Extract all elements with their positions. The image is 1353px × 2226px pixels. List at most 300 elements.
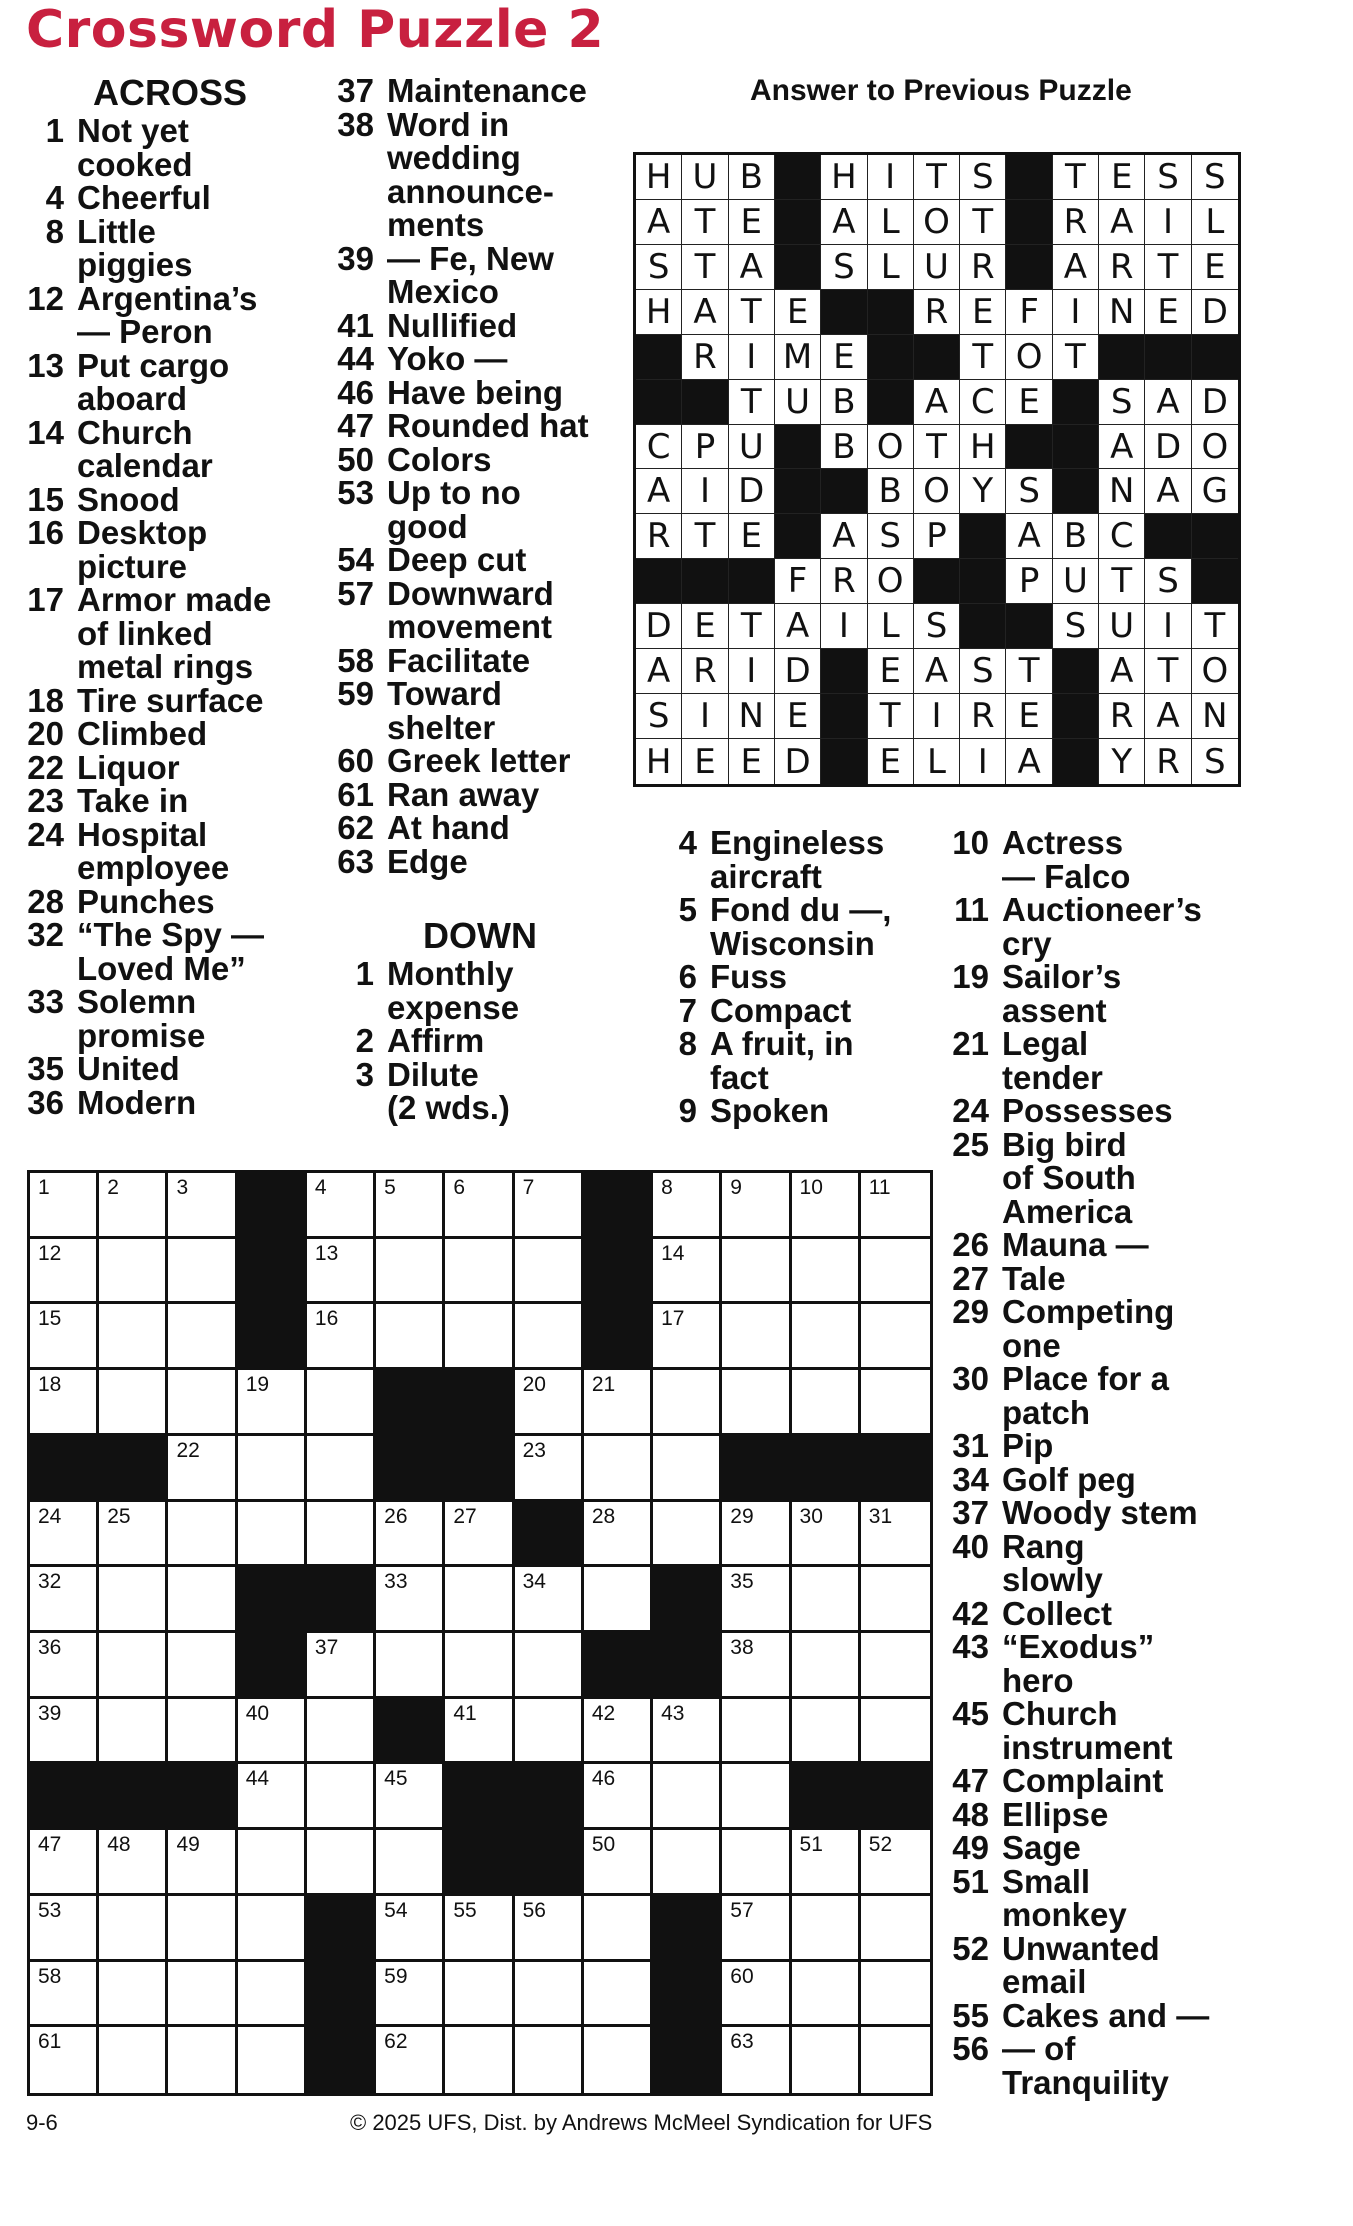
grid-cell[interactable] <box>861 1567 930 1633</box>
answer-cell: A <box>636 649 682 694</box>
grid-cell[interactable] <box>168 1633 237 1699</box>
grid-cell[interactable] <box>99 2027 168 2093</box>
grid-cell[interactable] <box>445 1239 514 1305</box>
answer-cell: A <box>775 604 821 649</box>
clue-text: Cakes and — <box>1002 1996 1210 2034</box>
grid-cell[interactable] <box>307 1764 376 1830</box>
grid-cell[interactable] <box>99 1633 168 1699</box>
grid-cell[interactable] <box>30 1699 99 1765</box>
grid-cell[interactable] <box>584 2027 653 2093</box>
across-clue <box>20 918 320 985</box>
grid-cell[interactable] <box>653 1370 722 1436</box>
grid-cell[interactable] <box>445 1699 514 1765</box>
cell-number: 22 <box>176 1438 200 1462</box>
cell-number: 43 <box>661 1701 685 1725</box>
grid-cell[interactable] <box>722 1699 791 1765</box>
grid-cell[interactable] <box>792 2027 861 2093</box>
answer-cell: O <box>914 200 960 245</box>
grid-cell[interactable] <box>307 1239 376 1305</box>
clue-number: 47 <box>952 1762 989 1799</box>
clue-text: Affirm <box>387 1022 485 1059</box>
black-square <box>307 1567 376 1633</box>
grid-cell[interactable] <box>584 1830 653 1896</box>
grid-cell[interactable] <box>722 1173 791 1239</box>
grid-cell[interactable] <box>168 1896 237 1962</box>
clue-number: 2 <box>355 1022 374 1059</box>
grid-cell[interactable] <box>99 1304 168 1370</box>
grid-cell[interactable] <box>168 1370 237 1436</box>
grid-cell[interactable] <box>168 1699 237 1765</box>
grid-cell[interactable] <box>238 1370 307 1436</box>
grid-cell[interactable] <box>238 2027 307 2093</box>
answer-cell: T <box>1192 604 1238 649</box>
clue-text: Solemn promise <box>77 983 206 1054</box>
answer-cell: I <box>1053 290 1099 335</box>
cell-number: 38 <box>730 1636 754 1659</box>
grid-cell[interactable] <box>307 1502 376 1568</box>
across-clue <box>330 842 589 880</box>
grid-cell[interactable] <box>168 1304 237 1370</box>
cell-number: 40 <box>245 1701 270 1725</box>
clue-text: Fond du —, Wisconsin <box>710 891 892 962</box>
answer-cell: O <box>914 469 960 514</box>
grid-cell[interactable] <box>238 1436 307 1502</box>
grid-cell[interactable] <box>792 1502 861 1568</box>
down-clue <box>945 1697 1209 1764</box>
down-clue <box>653 960 891 994</box>
grid-cell[interactable] <box>515 2027 584 2093</box>
across-clues-column-2 <box>330 74 589 878</box>
grid-cell[interactable] <box>722 1502 791 1568</box>
grid-cell[interactable] <box>584 1699 653 1765</box>
answer-cell: M <box>775 335 821 380</box>
answer-cell: S <box>868 514 914 559</box>
clue-text: Mauna — <box>1002 1226 1149 1263</box>
answer-black-cell <box>1192 559 1238 604</box>
answer-cell: A <box>1099 649 1145 694</box>
grid-cell[interactable] <box>584 1370 653 1436</box>
grid-cell[interactable] <box>861 1633 930 1699</box>
black-square <box>238 1304 307 1370</box>
down-clue <box>945 1228 1209 1262</box>
grid-cell[interactable] <box>376 1633 445 1699</box>
grid-cell[interactable] <box>99 1830 168 1896</box>
cell-number: 49 <box>176 1833 200 1857</box>
clue-number: 19 <box>952 958 989 995</box>
grid-cell[interactable] <box>99 1173 168 1239</box>
answer-cell: R <box>1145 739 1191 784</box>
answer-cell: I <box>821 604 867 649</box>
cell-number: 44 <box>245 1767 270 1791</box>
down-clue <box>945 1929 1209 2000</box>
grid-cell[interactable] <box>99 1699 168 1765</box>
cell-number: 2 <box>107 1176 119 1199</box>
grid-cell[interactable] <box>445 1567 514 1633</box>
grid-cell[interactable] <box>515 1962 584 2028</box>
down-clue <box>945 1362 1209 1429</box>
answer-cell: T <box>682 200 728 245</box>
grid-cell[interactable] <box>653 1764 722 1830</box>
grid-cell[interactable] <box>376 1567 445 1633</box>
grid-cell[interactable] <box>30 1239 99 1305</box>
answer-cell: R <box>1099 694 1145 739</box>
grid-cell[interactable] <box>792 1173 861 1239</box>
grid-cell[interactable] <box>722 1239 791 1305</box>
grid-cell[interactable] <box>515 1896 584 1962</box>
answer-cell: E <box>682 739 728 784</box>
grid-cell[interactable] <box>30 1502 99 1568</box>
grid-cell[interactable] <box>861 1173 930 1239</box>
cell-number: 52 <box>868 1833 893 1857</box>
cell-number: 57 <box>730 1898 754 1922</box>
clue-number: 38 <box>337 105 374 143</box>
grid-cell[interactable] <box>168 1830 237 1896</box>
grid-cell[interactable] <box>861 1830 930 1896</box>
grid-cell[interactable] <box>445 1502 514 1568</box>
grid-cell[interactable] <box>376 1304 445 1370</box>
answer-black-cell <box>636 559 682 604</box>
clue-text: Complaint <box>1002 1762 1164 1799</box>
down-clue <box>945 1831 1209 1865</box>
grid-cell[interactable] <box>861 1239 930 1305</box>
grid-cell[interactable] <box>722 1764 791 1830</box>
answer-cell: A <box>821 200 867 245</box>
grid-cell[interactable] <box>515 1304 584 1370</box>
grid-cell[interactable] <box>168 1567 237 1633</box>
grid-cell[interactable] <box>238 1699 307 1765</box>
clue-text: Sailor’s assent <box>1002 958 1122 1029</box>
answer-cell: T <box>729 380 775 425</box>
grid-cell[interactable] <box>376 1239 445 1305</box>
grid-cell[interactable] <box>307 1304 376 1370</box>
grid-cell[interactable] <box>584 1764 653 1830</box>
cell-number: 30 <box>799 1504 823 1528</box>
answer-cell: R <box>821 559 867 604</box>
clue-number: 46 <box>337 373 374 411</box>
cell-number: 8 <box>661 1176 673 1199</box>
clue-text: Woody stem <box>1002 1494 1198 1531</box>
grid-cell[interactable] <box>515 1370 584 1436</box>
grid-cell[interactable] <box>792 1699 861 1765</box>
clue-number: 18 <box>27 681 64 719</box>
grid-cell[interactable] <box>99 1502 168 1568</box>
grid-cell[interactable] <box>792 1633 861 1699</box>
grid-cell[interactable] <box>30 1173 99 1239</box>
grid-cell[interactable] <box>722 2027 791 2093</box>
answer-cell: F <box>1006 290 1052 335</box>
clue-number: 15 <box>27 480 64 518</box>
grid-cell[interactable] <box>445 1304 514 1370</box>
answer-cell: T <box>729 290 775 335</box>
grid-cell[interactable] <box>307 1699 376 1765</box>
grid-cell[interactable] <box>584 1567 653 1633</box>
cell-number: 3 <box>176 1176 189 1199</box>
answer-cell: B <box>821 380 867 425</box>
clue-text: Competing one <box>1002 1293 1175 1364</box>
clue-text: At hand <box>387 809 510 846</box>
clue-text: Possesses <box>1002 1092 1173 1129</box>
clue-number: 3 <box>355 1055 374 1093</box>
grid-cell[interactable] <box>238 1764 307 1830</box>
grid-cell[interactable] <box>792 1370 861 1436</box>
black-square <box>653 1567 722 1633</box>
answer-cell: A <box>636 469 682 514</box>
cell-number: 18 <box>38 1373 62 1397</box>
grid-cell[interactable] <box>376 1896 445 1962</box>
down-clue <box>653 893 891 960</box>
answer-cell: Y <box>1099 739 1145 784</box>
clue-text: Punches <box>77 882 215 920</box>
grid-cell[interactable] <box>722 1567 791 1633</box>
grid-cell[interactable] <box>792 1896 861 1962</box>
grid-cell[interactable] <box>307 1830 376 1896</box>
answer-cell: E <box>729 739 775 784</box>
answer-cell: Y <box>960 469 1006 514</box>
across-clue <box>20 480 320 518</box>
black-square <box>653 1962 722 2028</box>
cell-number: 5 <box>384 1176 396 1199</box>
grid-cell[interactable] <box>792 1962 861 2028</box>
down-clue <box>945 1527 1209 1598</box>
clue-number: 10 <box>952 824 989 861</box>
clue-text: — Fe, New Mexico <box>387 239 554 310</box>
grid-cell[interactable] <box>722 1962 791 2028</box>
grid-cell[interactable] <box>584 1896 653 1962</box>
black-square <box>376 1436 445 1502</box>
grid-cell[interactable] <box>238 1830 307 1896</box>
grid-cell[interactable] <box>792 1567 861 1633</box>
clue-text: Church calendar <box>77 413 213 484</box>
grid-cell[interactable] <box>653 1173 722 1239</box>
cell-number: 7 <box>522 1176 535 1199</box>
answer-cell: E <box>1006 694 1052 739</box>
answer-black-cell <box>868 380 914 425</box>
answer-black-cell <box>636 380 682 425</box>
answer-black-cell <box>729 559 775 604</box>
grid-cell[interactable] <box>515 1633 584 1699</box>
grid-cell[interactable] <box>653 1436 722 1502</box>
answer-cell: S <box>1099 380 1145 425</box>
across-clue <box>20 346 320 417</box>
answer-cell: I <box>729 649 775 694</box>
grid-cell[interactable] <box>99 1370 168 1436</box>
grid-cell[interactable] <box>168 1962 237 2028</box>
black-square <box>30 1436 99 1502</box>
grid-cell[interactable] <box>307 1436 376 1502</box>
grid-cell[interactable] <box>584 1962 653 2028</box>
clue-number: 25 <box>952 1125 989 1163</box>
clue-text: Not yet cooked <box>77 112 193 183</box>
clue-number: 34 <box>952 1460 989 1498</box>
grid-cell[interactable] <box>445 1173 514 1239</box>
answer-cell: R <box>682 649 728 694</box>
grid-cell[interactable] <box>792 1239 861 1305</box>
grid-cell[interactable] <box>376 1502 445 1568</box>
grid-cell[interactable] <box>445 1962 514 2028</box>
grid-cell[interactable] <box>168 1436 237 1502</box>
answer-cell: E <box>960 290 1006 335</box>
grid-cell[interactable] <box>30 1633 99 1699</box>
grid-cell[interactable] <box>168 1239 237 1305</box>
grid-cell[interactable] <box>307 1173 376 1239</box>
grid-cell[interactable] <box>515 1436 584 1502</box>
across-clue <box>20 181 320 215</box>
answer-cell: R <box>682 335 728 380</box>
grid-cell[interactable] <box>238 1962 307 2028</box>
grid-cell[interactable] <box>722 1370 791 1436</box>
grid-cell[interactable] <box>861 1502 930 1568</box>
grid-cell[interactable] <box>30 1896 99 1962</box>
grid-cell[interactable] <box>722 1830 791 1896</box>
grid-cell[interactable] <box>30 1962 99 2028</box>
clue-number: 8 <box>678 1025 697 1062</box>
answer-cell: A <box>914 649 960 694</box>
across-clue <box>20 681 320 719</box>
down-clue <box>945 1795 1209 1833</box>
clue-text: Cheerful <box>77 179 211 216</box>
cell-number: 33 <box>384 1570 408 1594</box>
clue-number: 37 <box>952 1494 989 1531</box>
grid-cell[interactable] <box>653 1304 722 1370</box>
across-clue <box>330 74 589 108</box>
grid-cell[interactable] <box>30 1567 99 1633</box>
answer-cell: R <box>960 694 1006 739</box>
grid-cell[interactable] <box>30 2027 99 2093</box>
grid-cell[interactable] <box>515 1173 584 1239</box>
grid-cell[interactable] <box>722 1896 791 1962</box>
answer-cell: A <box>914 380 960 425</box>
black-square <box>99 1436 168 1502</box>
answer-cell: A <box>821 514 867 559</box>
clue-text: Take in <box>77 782 189 819</box>
clue-number: 13 <box>27 346 64 384</box>
grid-cell[interactable] <box>238 1896 307 1962</box>
grid-cell[interactable] <box>653 1502 722 1568</box>
grid-cell[interactable] <box>99 1239 168 1305</box>
cell-number: 63 <box>730 2030 754 2054</box>
across-clue <box>20 583 320 684</box>
answer-black-cell <box>775 245 821 290</box>
answer-cell: R <box>960 245 1006 290</box>
grid-cell[interactable] <box>30 1370 99 1436</box>
cell-number: 26 <box>384 1504 408 1528</box>
grid-cell[interactable] <box>584 1502 653 1568</box>
grid-cell[interactable] <box>99 1567 168 1633</box>
clue-number: 62 <box>337 809 374 846</box>
grid-cell[interactable] <box>376 1962 445 2028</box>
clue-text: Collect <box>1002 1594 1113 1632</box>
down-clue <box>945 1764 1209 1798</box>
grid-cell[interactable] <box>376 1173 445 1239</box>
across-clue <box>330 440 589 478</box>
grid-cell[interactable] <box>30 1830 99 1896</box>
answer-cell: T <box>1053 335 1099 380</box>
answer-cell: F <box>775 559 821 604</box>
answer-cell: E <box>775 694 821 739</box>
across-clue <box>20 1052 320 1086</box>
down-clue <box>330 1055 630 1126</box>
grid-cell[interactable] <box>653 1699 722 1765</box>
cell-number: 28 <box>591 1504 616 1528</box>
grid-cell[interactable] <box>445 2027 514 2093</box>
grid-cell[interactable] <box>792 1830 861 1896</box>
black-square <box>307 2027 376 2093</box>
grid-cell[interactable] <box>168 1173 237 1239</box>
down-clue <box>330 957 630 1024</box>
clue-text: Dilute (2 wds.) <box>387 1055 510 1126</box>
grid-cell[interactable] <box>861 1370 930 1436</box>
grid-cell[interactable] <box>376 2027 445 2093</box>
down-clue <box>945 1996 1210 2034</box>
clue-number: 47 <box>337 407 374 444</box>
grid-cell[interactable] <box>584 1436 653 1502</box>
answer-cell: A <box>1099 425 1145 470</box>
grid-cell[interactable] <box>861 1699 930 1765</box>
grid-cell[interactable] <box>168 1502 237 1568</box>
answer-cell: G <box>1192 469 1238 514</box>
grid-cell[interactable] <box>99 1962 168 2028</box>
cell-number: 13 <box>314 1241 339 1265</box>
answer-cell: E <box>821 335 867 380</box>
grid-cell[interactable] <box>861 2027 930 2093</box>
answer-cell: O <box>1006 335 1052 380</box>
answer-black-cell <box>682 559 728 604</box>
grid-cell[interactable] <box>30 1304 99 1370</box>
clue-text: Facilitate <box>387 641 531 679</box>
grid-cell[interactable] <box>792 1304 861 1370</box>
down-clue <box>945 1094 1209 1128</box>
grid-cell[interactable] <box>515 1567 584 1633</box>
clue-text: Golf peg <box>1002 1460 1136 1498</box>
grid-cell[interactable] <box>653 1239 722 1305</box>
black-square <box>168 1764 237 1830</box>
answer-cell: H <box>821 155 867 200</box>
clue-text: Toward shelter <box>387 675 502 746</box>
grid-cell[interactable] <box>445 1633 514 1699</box>
grid-cell[interactable] <box>515 1239 584 1305</box>
grid-cell[interactable] <box>861 1962 930 2028</box>
grid-cell[interactable] <box>445 1896 514 1962</box>
answer-cell: T <box>868 694 914 739</box>
grid-cell[interactable] <box>238 1502 307 1568</box>
clue-number: 48 <box>952 1795 989 1833</box>
grid-cell[interactable] <box>861 1896 930 1962</box>
grid-cell[interactable] <box>376 1764 445 1830</box>
grid-cell[interactable] <box>515 1699 584 1765</box>
grid-cell[interactable] <box>376 1830 445 1896</box>
black-square <box>584 1633 653 1699</box>
grid-cell[interactable] <box>307 1370 376 1436</box>
black-square <box>584 1239 653 1305</box>
answer-black-cell <box>960 559 1006 604</box>
grid-cell[interactable] <box>722 1304 791 1370</box>
clue-text: Compact <box>710 991 852 1029</box>
puzzle-date: 9-6 <box>26 2110 58 2135</box>
answer-cell: D <box>775 739 821 784</box>
grid-cell[interactable] <box>168 2027 237 2093</box>
clue-number: 21 <box>952 1025 989 1062</box>
grid-cell[interactable] <box>307 1633 376 1699</box>
grid-cell[interactable] <box>861 1304 930 1370</box>
grid-cell[interactable] <box>99 1896 168 1962</box>
cell-number: 19 <box>245 1373 270 1397</box>
answer-cell: P <box>1006 559 1052 604</box>
answer-cell: E <box>729 200 775 245</box>
grid-cell[interactable] <box>722 1633 791 1699</box>
grid-cell[interactable] <box>653 1830 722 1896</box>
down-clue <box>945 1594 1209 1632</box>
clue-text: Snood <box>77 480 180 518</box>
